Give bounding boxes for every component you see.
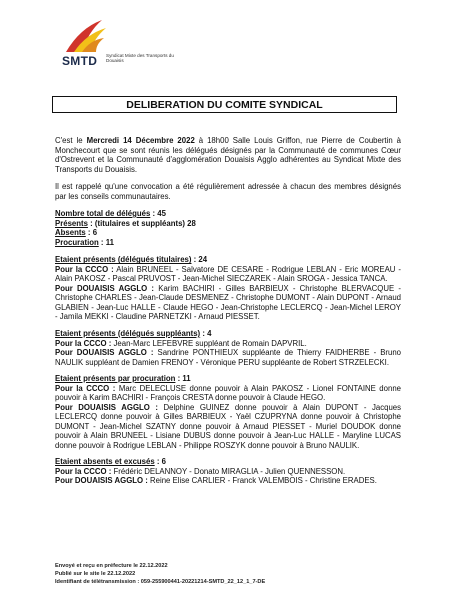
intro-paragraph <box>55 136 401 174</box>
document-title: DELIBERATION DU COMITE SYNDICAL <box>52 96 397 113</box>
count-total <box>55 209 401 219</box>
intro-date: Mercredi 14 Décembre 2022 <box>86 136 195 145</box>
logo-name: SMTD <box>62 54 98 68</box>
group-label: Pour la CCCO : <box>55 264 114 274</box>
group-label: Pour la CCCO : <box>55 338 112 348</box>
group-members: Alain BRUNEEL - Salvatore DE CESARE - Rodrigue LEBLAN - Eric MOREAU - Alain PAKOSZ - Pascal PRUVOST - Jean-Michel SIECZAREK - Alain SROGA - Jessica TANCA. <box>55 264 401 284</box>
count-absents <box>55 228 401 238</box>
count-total-label: Nombre total de délégués <box>55 209 151 218</box>
titulaires-ccco <box>55 265 401 284</box>
section-heading-value: : 4 <box>200 328 212 338</box>
intro-before: C'est le <box>55 136 87 145</box>
group-members: Karim BACHIRI - Gilles BARBIEUX - Christophe BLERVACQUE - Christophe CHARLES - Jean-Claude DESMENEZ - Christophe DUMONT - Alain DUPONT - Arnaud GLABIEN - Jean-Luc HALLE - Claude HEGO - Jean-Christophe LECLERCQ - Jean-Michel LEROY - Jamila MEKKI - Claudine PARNETZKI - Arnaud PIESSET. <box>55 283 401 322</box>
footer-prefecture: Envoyé et reçu en préfecture le 22.12.2022 <box>55 563 168 569</box>
count-procuration <box>55 238 401 248</box>
absents-douaisis <box>55 476 401 486</box>
transmission-footer <box>55 562 415 587</box>
procuration-douaisis <box>55 403 401 451</box>
group-label: Pour DOUAISIS AGGLO : <box>55 402 158 412</box>
section-procuration <box>55 374 401 450</box>
group-members: Marc DELECLUSE donne pouvoir à Alain PAKOSZ - Lionel FONTAINE donne pouvoir à Karim BACHIRI - François CRESTA donne pouvoir à Claude HEGO. <box>55 383 401 403</box>
section-titulaires <box>55 255 401 322</box>
count-absents-value: : 6 <box>85 228 98 238</box>
smtd-logo-icon <box>62 18 108 54</box>
convocation-paragraph: Il est rappelé qu'une convocation a été régulièrement adressée à chacun des membres désignés par les conseils communautaires. <box>55 182 401 201</box>
group-label: Pour DOUAISIS AGGLO : <box>55 283 155 293</box>
footer-published: Publié sur le site le 22.12.2022 <box>55 571 136 578</box>
titulaires-douaisis <box>55 284 401 322</box>
section-suppleants-head <box>55 329 401 339</box>
group-members: Sandrine PONTHIEUX suppléante de Thierry FAIDHERBE - Bruno NAULIK suppléant de Damien FRENOY - Véronique PERU suppléante de Robert STRZELECKI. <box>55 348 402 367</box>
group-label: Pour la CCCO : <box>55 383 116 393</box>
section-absents <box>55 457 401 486</box>
count-procuration-value: : 11 <box>98 237 114 247</box>
absents-ccco <box>55 467 401 477</box>
section-absents-head <box>55 457 401 467</box>
delegate-counts <box>55 209 401 247</box>
section-heading-value: : 6 <box>154 457 166 467</box>
group-label: Pour DOUAISIS AGGLO : <box>55 476 148 486</box>
group-members: Reine Elise CARLIER - Franck VALEMBOIS - Christine ERADES. <box>147 476 377 486</box>
count-presents-value: : (titulaires et suppléants) 28 <box>87 218 196 228</box>
count-presents <box>55 219 401 229</box>
logo-subtitle: Syndicat Mixte des Transports du Douaisis <box>106 53 174 64</box>
section-heading: Etaient présents (délégués suppléants) <box>55 328 201 338</box>
section-heading-value: : 11 <box>175 374 191 384</box>
suppleants-ccco <box>55 339 401 349</box>
smtd-logo <box>62 18 182 68</box>
section-heading-value: : 24 <box>191 255 208 265</box>
group-label: Pour la CCCO : <box>55 466 112 476</box>
group-members: Jean-Marc LEFEBVRE suppléant de Romain DAPVRIL. <box>111 338 307 348</box>
section-procuration-head <box>55 374 401 384</box>
section-suppleants <box>55 329 401 367</box>
procuration-ccco <box>55 384 401 403</box>
group-members: Delphine GUINEZ donne pouvoir à Alain DUPONT - Jacques LECLERCQ donne pouvoir à Gilles BARBIEUX - Yaël CZUPRYNA donne pouvoir à Christophe DUMONT - Jean-Michel SZATNY donne pouvoir à Arnaud PIESSET - Muriel DOUDOK donne pouvoir à Alain BRUNEEL - Lisiane DUBUS donne pouvoir à Jean-Luc HALLE - Maryline LUCAS donne pouvoir à Rodrigue LEBLAN - Philippe ROSZYK donne pouvoir à Bruno NAULIK. <box>55 402 402 450</box>
footer-identifier: Identifiant de télétransmission : 059-255900441-20221214-SMTD_22_12_1_7-DE <box>55 579 266 586</box>
section-heading: Etaient présents par procuration <box>55 374 176 384</box>
document-body <box>55 136 401 493</box>
section-titulaires-head <box>55 255 401 265</box>
section-heading: Etaient présents (délégués titulaires) <box>55 255 192 265</box>
group-members: Frédéric DELANNOY - Donato MIRAGLIA - Julien QUENNESSON. <box>111 466 346 476</box>
count-presents-label: Présents <box>55 218 88 228</box>
suppleants-douaisis <box>55 348 401 367</box>
count-total-value: : 45 <box>150 209 166 218</box>
count-absents-label: Absents <box>55 228 86 238</box>
intro-after: à 18h00 Salle Louis Griffon, rue Pierre de Coubertin à Monchecourt que se sont réunis les délégués désignés par la Communauté de communes Cœur d'Ostrevent et la Communauté d'agglomération Douaisis Agglo adhérentes au Syndicat Mixte des Transports du Douaisis. <box>55 136 401 174</box>
section-heading: Etaient absents et excusés <box>55 457 155 467</box>
group-label: Pour DOUAISIS AGGLO : <box>55 348 154 358</box>
count-procuration-label: Procuration <box>55 237 99 247</box>
